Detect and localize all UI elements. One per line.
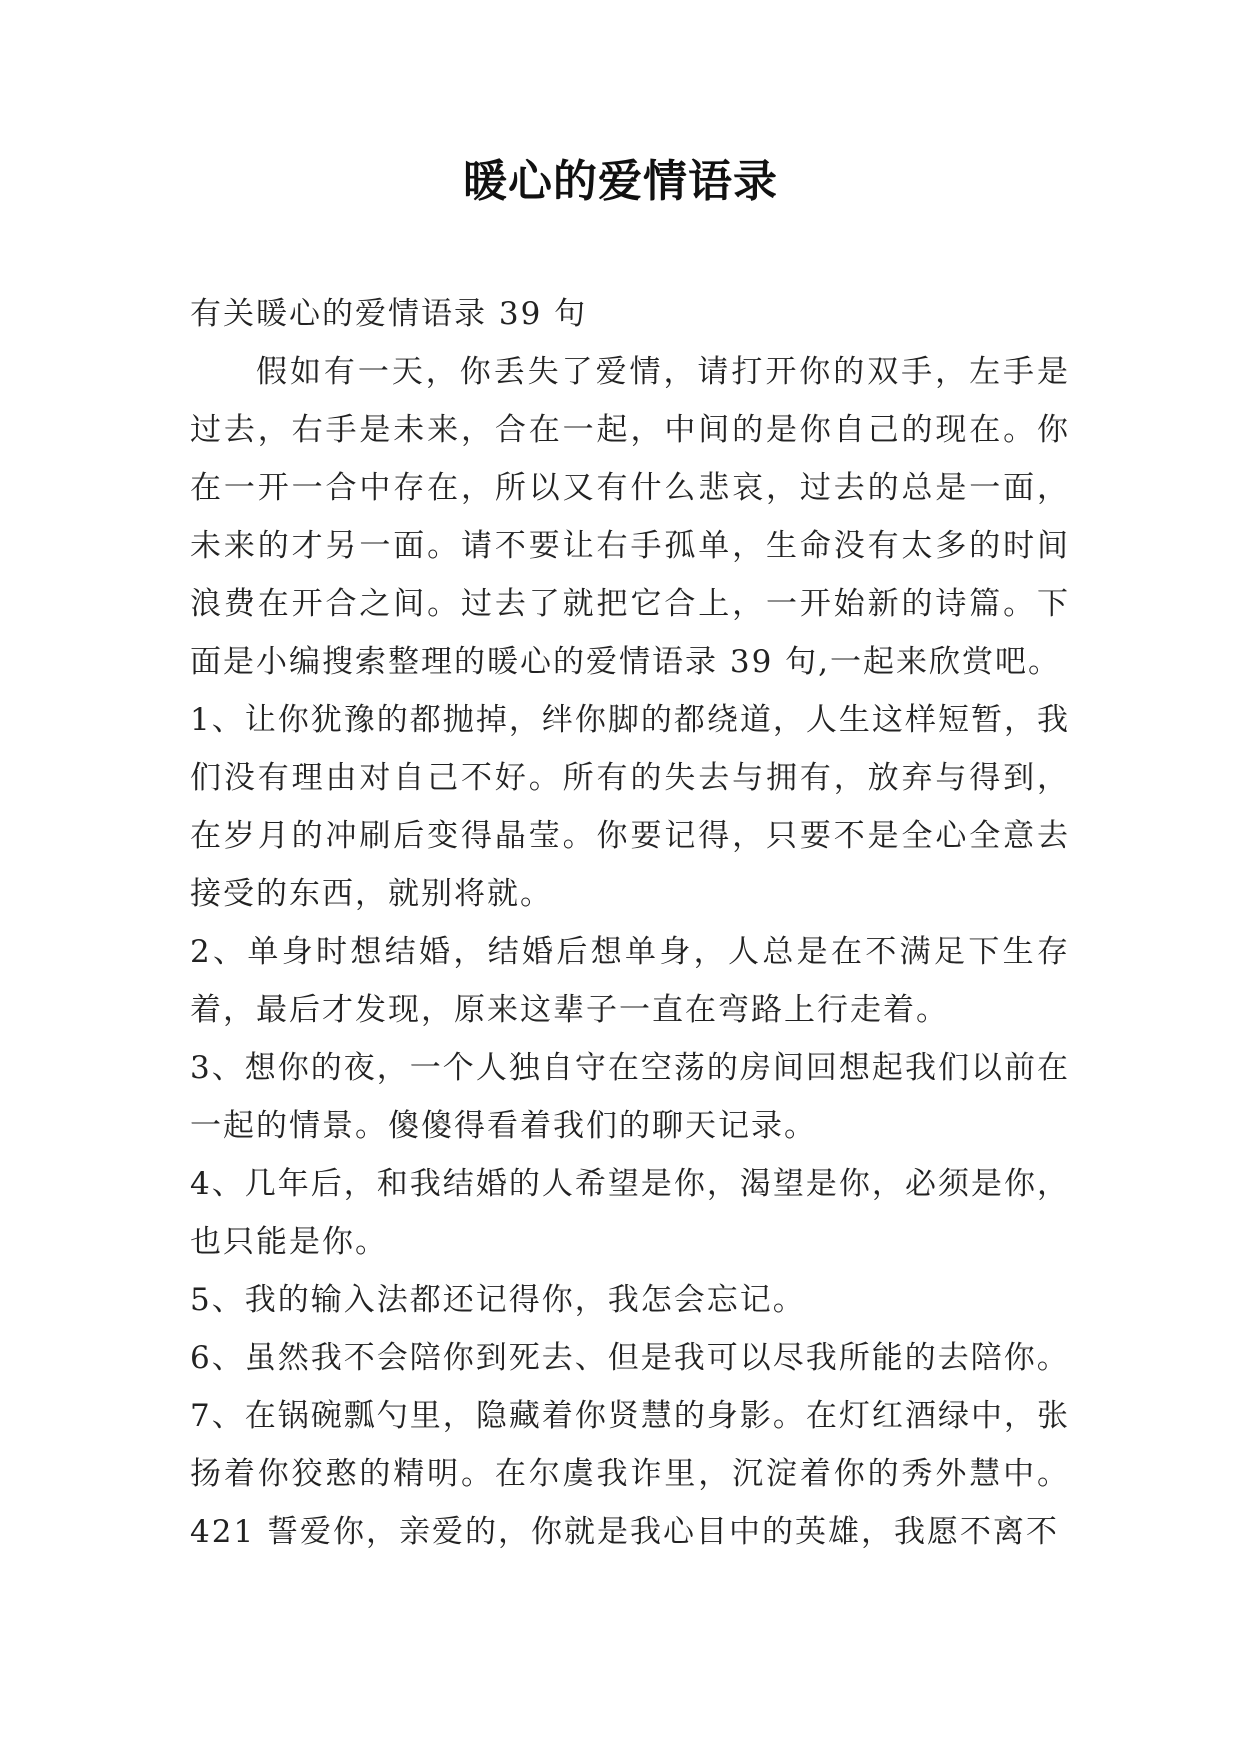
list-item: 1、让你犹豫的都抛掉，绊你脚的都绕道，人生这样短暂，我们没有理由对自己不好。所有的失去与拥有，放弃与得到，在岁月的冲刷后变得晶莹。你要记得，只要不是全心全意去接受的东西，就别将就。 — [190, 702, 1070, 912]
list-item: 3、想你的夜，一个人独自守在空荡的房间回想起我们以前在一起的情景。傻傻得看着我们的聊天记录。 — [190, 1050, 1070, 1144]
list-item: 2、单身时想结婚，结婚后想单身，人总是在不满足下生存着，最后才发现，原来这辈子一直在弯路上行走着。 — [190, 934, 1070, 1028]
list-item: 5、我的输入法都还记得你，我怎会忘记。 — [190, 1282, 806, 1318]
document-subtitle: 有关暖心的爱情语录 39 句 — [190, 296, 588, 332]
document-body — [190, 285, 1070, 1561]
list-item: 7、在锅碗瓢勺里，隐藏着你贤慧的身影。在灯红酒绿中，张扬着你狡憨的精明。在尔虞我诈里，沉淀着你的秀外慧中。421 誓爱你，亲爱的，你就是我心目中的英雄，我愿不离不 — [190, 1398, 1070, 1550]
list-item: 4、几年后，和我结婚的人希望是你，渴望是你，必须是你，也只能是你。 — [190, 1166, 1070, 1260]
intro-paragraph: 假如有一天，你丢失了爱情，请打开你的双手，左手是过去，右手是未来，合在一起，中间的是你自己的现在。你在一开一合中存在，所以又有什么悲哀，过去的总是一面，未来的才另一面。请不要让右手孤单，生命没有太多的时间浪费在开合之间。过去了就把它合上，一开始新的诗篇。下面是小编搜索整理的暖心的爱情语录 39 句,一起来欣赏吧。 — [190, 354, 1070, 680]
document-title: 暖心的爱情语录 — [463, 156, 778, 207]
list-item: 6、虽然我不会陪你到死去、但是我可以尽我所能的去陪你。 — [190, 1340, 1070, 1376]
